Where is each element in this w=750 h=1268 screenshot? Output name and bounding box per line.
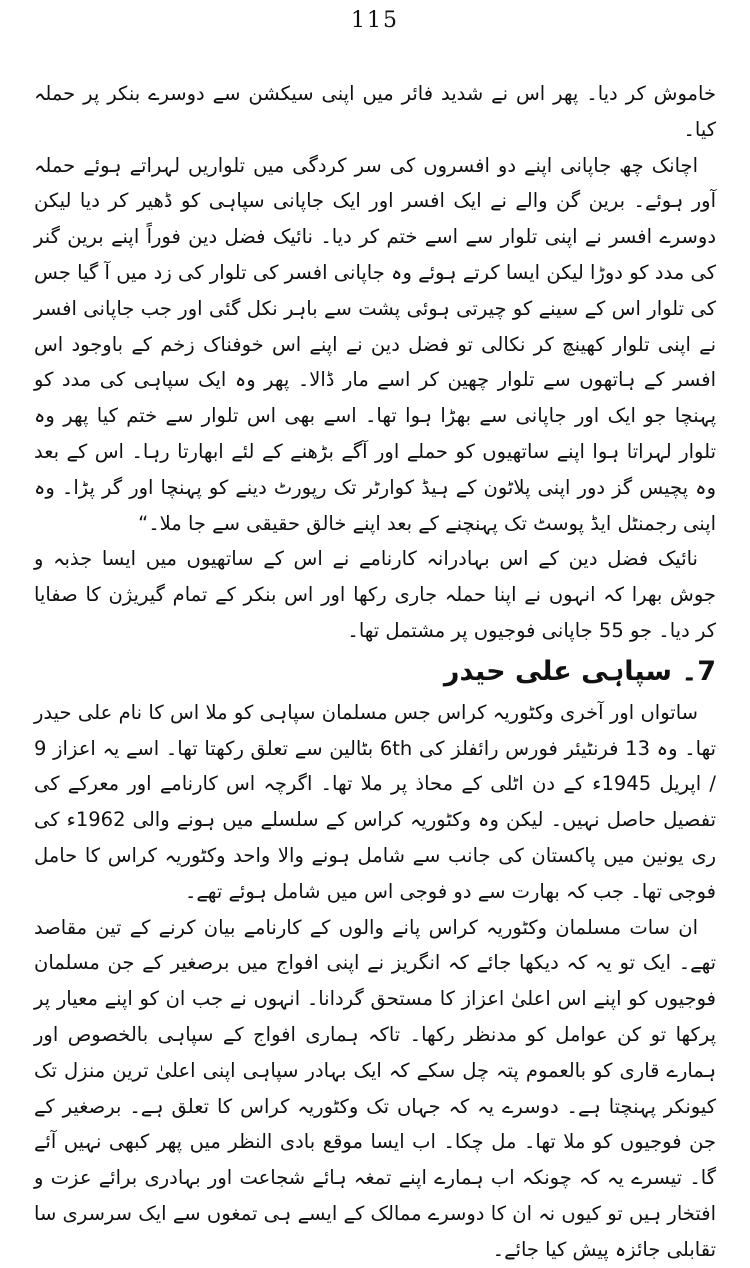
body-text-top bbox=[34, 76, 716, 649]
paragraph: اچانک چھ جاپانی اپنے دو افسروں کی سر کردگی میں تلواریں لہراتے ہوئے حملہ آور ہوئے۔ برین گن والے نے ایک افسر اور ایک جاپانی سپاہی کو ڈھیر کر دیا لیکن دوسرے افسر نے اپنی تلوار سے اسے ختم کر دیا۔ نائیک فضل دین فوراً اپنے برین گنر کی مدد کو دوڑا لیکن ایسا کرتے ہوئے وہ جاپانی افسر کی تلوار کی زد میں آ گیا جس کی تلوار اس کے سینے کو چیرتی ہوئی پشت سے باہر نکل گئی اور جب جاپانی افسر نے اپنی تلوار کھینچ کر نکالی تو فضل دین نے اپنے اس خوفناک زخم کے باوجود اس افسر کے ہاتھوں سے تلوار چھین کر اسے مار ڈالا۔ پھر وہ ایک سپاہی کی مدد کو پہنچا جو ایک اور جاپانی سے بھڑا ہوا تھا۔ اسے بھی اس تلوار سے ختم کیا پھر وہ تلوار لہراتا ہوا اپنے ساتھیوں کو حملے اور آگے بڑھنے کے لئے ابھارتا رہا۔ اس کے بعد وہ پچیس گز دور اپنی پلاٹون کے ہیڈ کوارٹر تک رپورٹ دینے کو پہنچا اور گر پڑا۔ وہ اپنی رجمنٹل ایڈ پوسٹ تک پہنچنے کے بعد اپنے خالق حقیقی سے جا ملا۔“ bbox=[34, 153, 716, 535]
paragraph: ان سات مسلمان وکٹوریہ کراس پانے والوں کے کارنامے بیان کرنے کے تین مقاصد تھے۔ ایک تو یہ کہ دیکھا جائے کہ انگریز نے اپنی افواج میں برصغیر کے جن مسلمان فوجیوں کو اپنے اس اعلیٰ اعزاز کا مستحق گردانا۔ انہوں نے جب ان کو اپنے معیار پر پرکھا تو کن عوامل کو مدنظر رکھا۔ تاکہ ہماری افواج کے سپاہی بالخصوص اور ہمارے قاری کو بالعموم پتہ چل سکے کہ ایک بہادر سپاہی اپنی اعلیٰ ترین منزل تک کیونکر پہنچتا ہے۔ دوسرے یہ کہ جہاں تک وکٹوریہ کراس کا تعلق ہے۔ برصغیر کے جن فوجیوں کو ملا تھا۔ مل چکا۔ اب ایسا موقع بادی النظر میں پھر کبھی نہیں آئے گا۔ تیسرے یہ کہ چونکہ اب ہمارے اپنے تمغہ ہائے شجاعت اور بہادری برائے عزت و افتخار ہیں تو کیوں نہ ان کا دوسرے ممالک کے ایسے ہی تمغوں سے ایک سرسری سا تقابلی جائزہ پیش کیا جائے۔ bbox=[34, 915, 716, 1261]
body-text-bottom bbox=[34, 695, 716, 1268]
paragraph: خاموش کر دیا۔ پھر اس نے شدید فائر میں اپنی سیکشن سے دوسرے بنکر پر حملہ کیا۔ bbox=[34, 82, 716, 141]
page-number: 115 bbox=[351, 8, 399, 33]
paragraph: ساتواں اور آخری وکٹوریہ کراس جس مسلمان سپاہی کو ملا اس کا نام علی حیدر تھا۔ وہ 13 فرنٹیئر فورس رائفلز کی 6th بٹالین سے تعلق رکھتا تھا۔ اسے یہ اعزاز 9 / اپریل 1945ء کے دن اٹلی کے محاذ پر ملا تھا۔ اگرچہ اس کارنامے اور معرکے کی تفصیل حاصل نہیں۔ لیکن وہ وکٹوریہ کراس کے سلسلے میں ہونے والی 1962ء کی ری یونین میں پاکستان کی جانب سے شامل ہونے والا واحد وکٹوریہ کراس کا حامل فوجی تھا۔ جب کہ بھارت سے دو فوجی اس میں شامل ہوئے تھے۔ bbox=[34, 700, 717, 903]
paragraph: نائیک فضل دین کے اس بہادرانہ کارنامے نے اس کے ساتھیوں میں ایسا جذبہ و جوش بھرا کہ انہوں نے اپنا حملہ جاری رکھا اور اس بنکر کے تمام گیریژن کا صفایا کر دیا۔ جو 55 جاپانی فوجیوں پر مشتمل تھا۔ bbox=[34, 547, 716, 642]
section-heading: 7۔ سپاہی علی حیدر bbox=[443, 655, 716, 687]
